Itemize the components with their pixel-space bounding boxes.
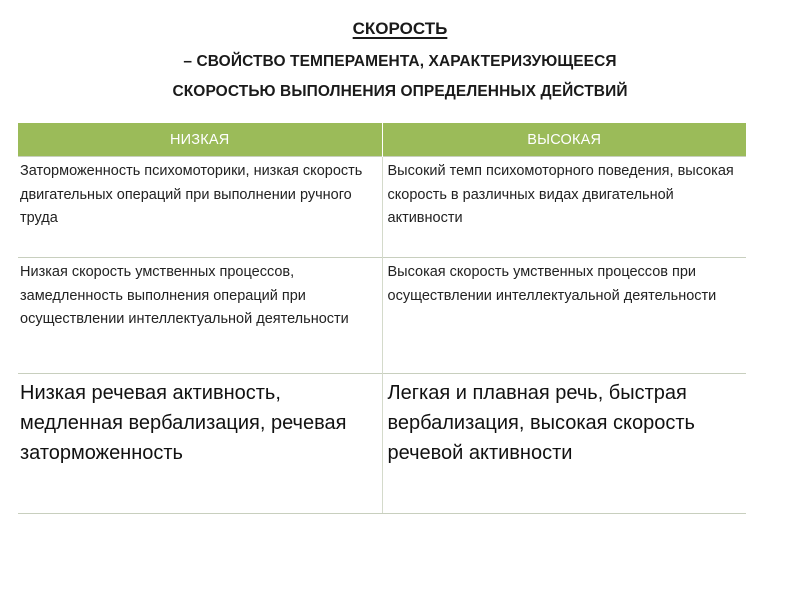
table-row [18,157,746,258]
definition-line-2: СКОРОСТЬЮ ВЫПОЛНЕНИЯ ОПРЕДЕЛЕННЫХ ДЕЙСТВИЙ [172,83,628,100]
table-cell-high: Легкая и плавная речь, быстрая вербализация, высокая скорость речевой активности [382,374,746,514]
table-header-row [18,123,746,157]
table-cell-low: Низкая речевая активность, медленная вербализация, речевая заторможенность [18,374,382,514]
definition-line-1: – СВОЙСТВО ТЕМПЕРАМЕНТА, ХАРАКТЕРИЗУЮЩЕЕСЯ [183,53,617,70]
table-cell-high: Высокая скорость умственных процессов при осуществлении интеллектуальной деятельности [382,258,746,374]
column-header-high: ВЫСОКАЯ [382,123,746,157]
table-row [18,374,746,514]
comparison-table [18,123,746,514]
table-cell-low: Низкая скорость умственных процессов, замедленность выполнения операций при осуществлении интеллектуальной деятельности [18,258,382,374]
table-cell-high: Высокий темп психомоторного поведения, высокая скорость в различных видах двигательной активности [382,157,746,258]
page-title: СКОРОСТЬ [352,19,448,38]
table-row [18,258,746,374]
column-header-low: НИЗКАЯ [18,123,382,157]
table-cell-low: Заторможенность психомоторики, низкая скорость двигательных операций при выполнении ручного труда [18,157,382,258]
